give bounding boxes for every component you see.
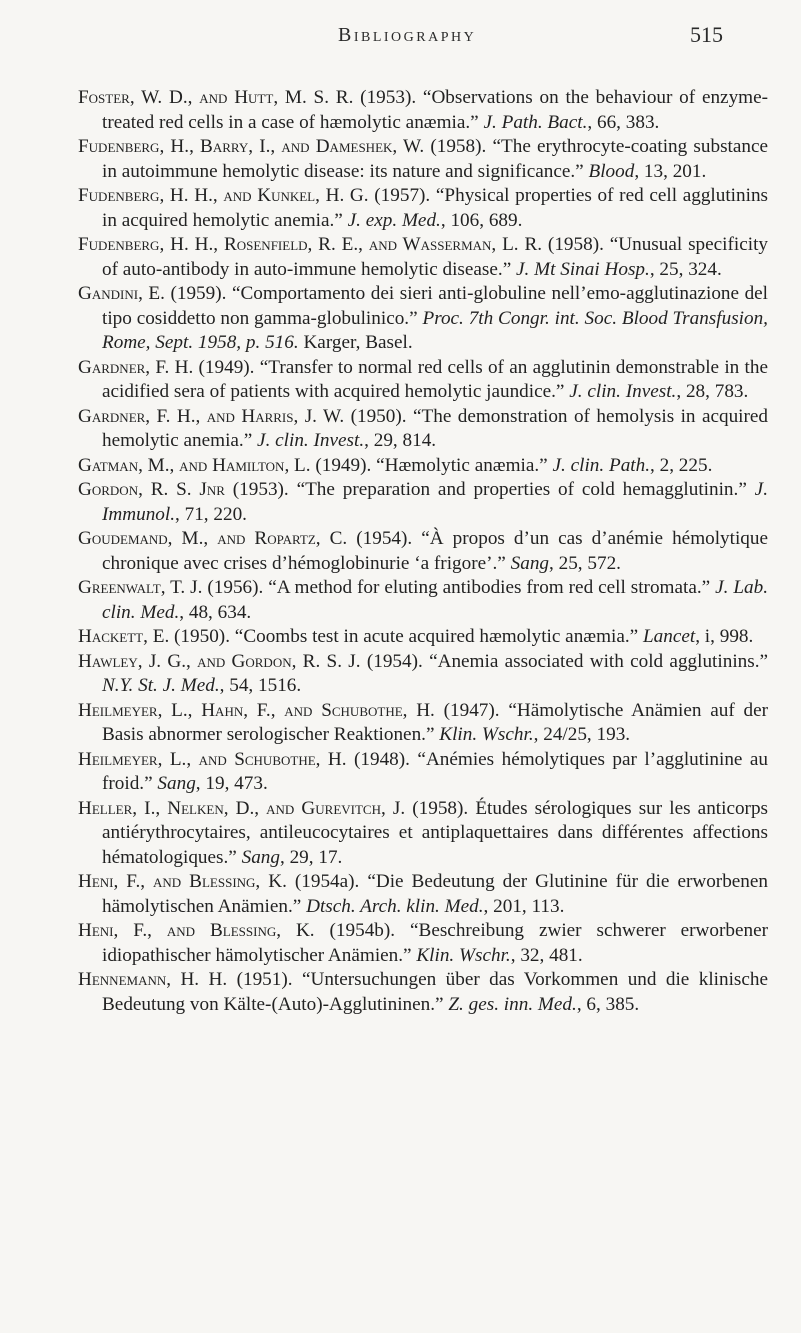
- bibliography-entry: [78, 233, 768, 282]
- entry-year: (1954).: [347, 528, 422, 549]
- entry-year: (1949).: [193, 356, 260, 378]
- entry-title: “Transfer to normal red cells of an agglutinin demonstrable in the acidified sera of patients with acquired hemolytic jaundice.”: [102, 356, 768, 402]
- entry-volume: , 32, 481.: [510, 944, 583, 966]
- entry-journal: Klin. Wschr.: [416, 944, 511, 966]
- entry-volume: , 13, 201.: [634, 160, 707, 182]
- entry-volume: , 28, 783.: [676, 381, 749, 402]
- entry-year: (1959).: [164, 283, 232, 304]
- entry-volume: , 54, 1516.: [219, 675, 302, 696]
- bibliography-entry: [78, 576, 768, 625]
- entry-title: “Anémies hémolytiques par l’agglutinine au froid.”: [102, 748, 768, 794]
- entry-volume: , 106, 689.: [440, 209, 523, 231]
- entry-year: (1953).: [353, 87, 423, 108]
- entry-year: (1954b).: [314, 920, 410, 941]
- entry-title: “Hæmolytic anæmia.”: [376, 454, 553, 476]
- entry-authors: Gardner, F. H.: [78, 356, 194, 378]
- entry-title: “Coombs test in acute acquired hæmolytic anæmia.”: [234, 626, 643, 647]
- entry-volume: , 24/25, 193.: [533, 724, 631, 745]
- entry-volume: , 25, 572.: [549, 552, 621, 574]
- entry-title: “Die Bedeutung der Glutinine für die erworbenen hämolytischen Anämien.”: [102, 871, 769, 917]
- entry-journal: Dtsch. Arch. klin. Med.: [306, 895, 484, 917]
- entry-volume: , 66, 383.: [587, 111, 660, 133]
- bibliography-entry: [78, 625, 768, 650]
- entry-journal: J. Mt Sinai Hosp.: [516, 258, 650, 280]
- entry-year: (1956).: [202, 577, 269, 598]
- entry-year: (1953).: [224, 479, 297, 500]
- page-number: 515: [690, 22, 723, 47]
- entry-year: (1958).: [405, 797, 476, 819]
- entry-year: (1954a).: [286, 871, 368, 892]
- entry-title: “À propos d’un cas d’anémie hémolytique chronique avec crises d’hémoglobinurie ‘a frigore’.”: [102, 528, 769, 574]
- bibliography-entry: [78, 919, 768, 968]
- entry-title: “Observations on the behaviour of enzyme-treated red cells in a case of hæmolytic anæmia.”: [102, 87, 768, 133]
- entry-volume: , 71, 220.: [175, 503, 247, 525]
- entry-authors: Hackett, E.: [78, 626, 170, 647]
- bibliography-entry: [78, 870, 768, 919]
- entry-journal: J. Lab. clin. Med.: [102, 577, 769, 623]
- bibliography-entry: [78, 699, 768, 748]
- bibliography-entry: [78, 968, 768, 1017]
- entry-volume: , 19, 473.: [195, 773, 268, 794]
- entry-journal: J. Path. Bact.: [483, 111, 588, 133]
- entry-authors: Fudenberg, H. H., Rosenfield, R. E., and Wasserman, L. R.: [78, 234, 543, 255]
- entry-title: “Untersuchungen über das Vorkommen und die klinische Bedeutung von Kälte-(Auto)-Agglutininen.”: [102, 969, 769, 1015]
- entry-authors: Gardner, F. H., and Harris, J. W.: [78, 405, 345, 427]
- bibliography-entry: [78, 478, 768, 527]
- bibliography-entry: [78, 454, 768, 479]
- entry-year: (1951).: [227, 969, 302, 990]
- entry-title: “Anemia associated with cold agglutinins.”: [429, 650, 769, 672]
- bibliography-entry: [78, 405, 768, 454]
- entry-authors: Fudenberg, H., Barry, I., and Dameshek, W.: [78, 136, 425, 157]
- entry-authors: Hawley, J. G., and Gordon, R. S. J.: [78, 650, 361, 672]
- entry-journal: Blood: [588, 160, 635, 182]
- entry-volume: , 6, 385.: [576, 993, 640, 1015]
- bibliography-list: [78, 86, 768, 1017]
- entry-journal: Sang: [157, 773, 196, 794]
- entry-journal: Lancet: [642, 626, 696, 647]
- running-head: Bibliography: [338, 24, 477, 46]
- entry-volume: , 2, 225.: [650, 454, 713, 476]
- entry-journal: J. clin. Invest.: [257, 430, 365, 451]
- bibliography-entry: [78, 282, 768, 356]
- entry-authors: Heilmeyer, L., Hahn, F., and Schubothe, H.: [78, 699, 435, 721]
- entry-title: Études sérologiques sur les anticorps antiérythrocytaires, antileucocytaires et antiplaquettaires dans différentes affections hématologiques.”: [102, 797, 769, 868]
- entry-authors: Gordon, R. S. Jnr: [78, 479, 225, 500]
- entry-authors: Heni, F., and Blessing, K.: [78, 920, 315, 941]
- entry-year: (1950).: [344, 405, 413, 427]
- bibliography-entry: [78, 650, 768, 699]
- entry-title: “Physical properties of red cell agglutinins in acquired hemolytic anemia.”: [102, 185, 769, 231]
- entry-year: (1954).: [360, 650, 430, 672]
- entry-year: (1947).: [434, 699, 509, 721]
- entry-journal: J. Immunol.: [102, 479, 768, 525]
- entry-authors: Foster, W. D., and Hutt, M. S. R.: [78, 87, 354, 108]
- entry-authors: Greenwalt, T. J.: [78, 577, 203, 598]
- entry-authors: Heller, I., Nelken, D., and Gurevitch, J.: [78, 797, 406, 819]
- entry-authors: Goudemand, M., and Ropartz, C.: [78, 528, 348, 549]
- bibliography-entry: [78, 356, 768, 405]
- entry-volume: , 48, 634.: [179, 601, 252, 623]
- entry-journal: Sang: [510, 552, 549, 574]
- bibliography-entry: [78, 748, 768, 797]
- entry-journal: Proc. 7th Congr. int. Soc. Blood Transfusion, Rome, Sept. 1958, p. 516.: [102, 307, 768, 353]
- entry-title: “Beschreibung zwier schwerer erworbener idiopathischer hämolytischer Anämien.”: [102, 920, 769, 966]
- entry-volume: , 29, 814.: [364, 430, 437, 451]
- entry-authors: Gatman, M., and Hamilton, L.: [78, 454, 311, 476]
- entry-title: “Unusual specificity of auto-antibody in auto-immune hemolytic disease.”: [102, 234, 769, 280]
- entry-journal: N.Y. St. J. Med.: [102, 675, 220, 696]
- entry-year: (1950).: [169, 626, 235, 647]
- entry-title: “The preparation and properties of cold hemagglutinin.”: [296, 479, 755, 500]
- entry-journal: Z. ges. inn. Med.: [448, 993, 577, 1015]
- entry-year: (1949).: [310, 454, 377, 476]
- entry-year: (1957).: [368, 185, 436, 206]
- entry-authors: Hennemann, H. H.: [78, 969, 228, 990]
- entry-title: “The demonstration of hemolysis in acquired hemolytic anemia.”: [102, 405, 768, 451]
- entry-journal: J. clin. Invest.: [569, 381, 677, 402]
- bibliography-entry: [78, 135, 768, 184]
- entry-authors: Heni, F., and Blessing, K.: [78, 871, 287, 892]
- entry-volume: Karger, Basel.: [298, 332, 413, 353]
- bibliography-entry: [78, 527, 768, 576]
- entry-authors: Heilmeyer, L., and Schubothe, H.: [78, 748, 347, 770]
- bibliography-entry: [78, 184, 768, 233]
- entry-year: (1958).: [424, 136, 493, 157]
- bibliography-entry: [78, 86, 768, 135]
- entry-volume: , i, 998.: [695, 626, 754, 647]
- entry-authors: Fudenberg, H. H., and Kunkel, H. G.: [78, 185, 369, 206]
- entry-title: “Comportamento dei sieri anti-globuline nell’emo-agglutinazione del tipo cosiddetto non gamma-globulinico.”: [102, 283, 769, 329]
- entry-title: “Hämolytische Anämien auf der Basis abnormer serologischer Reaktionen.”: [102, 699, 768, 745]
- entry-title: “The erythrocyte-coating substance in autoimmune hemolytic disease: its nature and significance.”: [102, 136, 769, 182]
- entry-journal: Klin. Wschr.: [439, 724, 534, 745]
- entry-authors: Gandini, E.: [78, 283, 165, 304]
- entry-journal: J. clin. Path.: [552, 454, 651, 476]
- bibliography-entry: [78, 797, 768, 871]
- entry-volume: , 29, 17.: [279, 846, 343, 868]
- entry-year: (1958).: [542, 234, 610, 255]
- entry-title: “A method for eluting antibodies from red cell stromata.”: [268, 577, 716, 598]
- entry-year: (1948).: [346, 748, 418, 770]
- entry-volume: , 201, 113.: [483, 895, 565, 917]
- entry-volume: , 25, 324.: [649, 258, 722, 280]
- entry-journal: J. exp. Med.: [347, 209, 441, 231]
- entry-journal: Sang: [241, 846, 280, 868]
